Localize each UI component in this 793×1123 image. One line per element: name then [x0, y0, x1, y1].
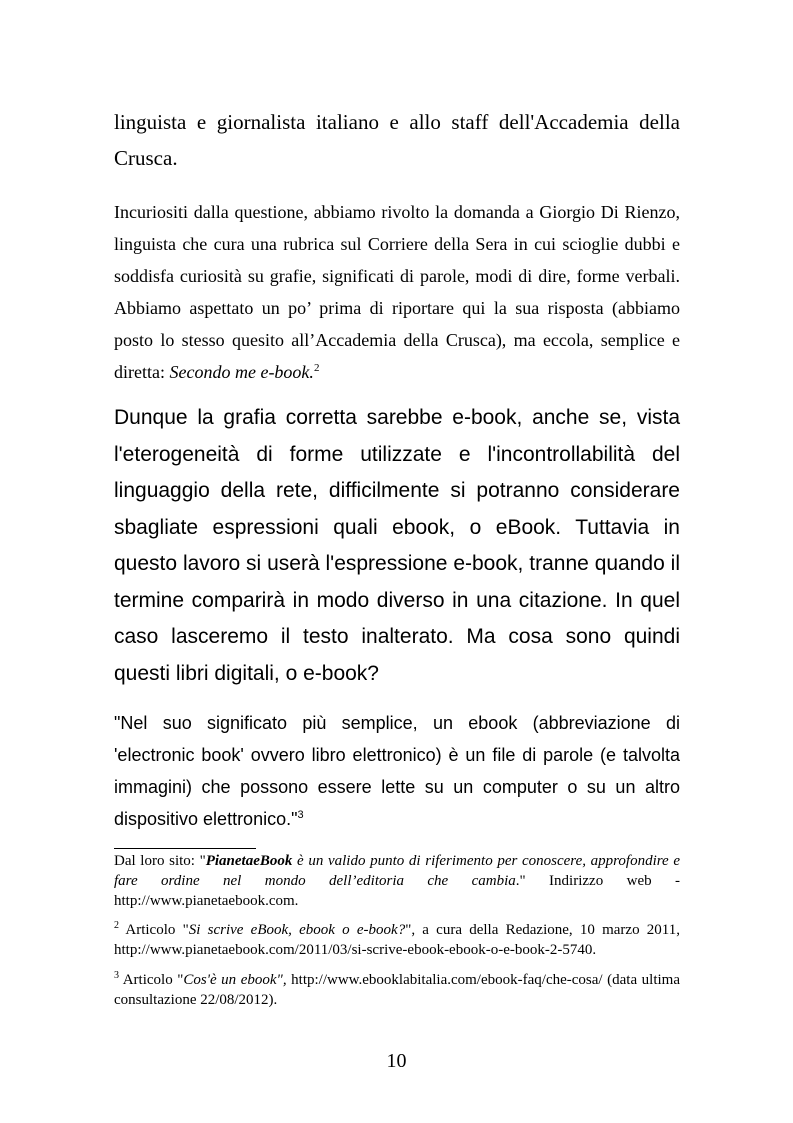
article-title: Si scrive eBook, ebook o e-book? — [188, 922, 406, 938]
footnote-2 — [114, 920, 680, 960]
article-title: Cos'è un ebook", — [183, 972, 287, 988]
footnote-text: Articolo " — [119, 922, 189, 938]
footnote-separator — [114, 848, 256, 849]
footnote-url[interactable]: ", a cura della Redazione, 10 marzo 2011, http://www.pianetaebook.com/2011/03/si-scrive-ebook-ebook-o-e-book-2-5740. — [114, 922, 680, 958]
paragraph-main: Dunque la grafia corretta sarebbe e-book, anche se, vista l'eterogeneità di forme utilizzate e l'incontrollabilità del linguaggio della rete, difficilmente si potranno considerare sbagliate espressioni quali ebook, o eBook. Tuttavia in questo lavoro si userà l'espressione e-book, tranne quando il termine comparirà in modo diverso in una citazione. In quel caso lasceremo il testo inalterato. Ma cosa sono quindi questi libri digitali, o e-book? — [114, 406, 680, 685]
footnote-url[interactable]: http://www.ebooklabitalia.com/ebook-faq/che-cosa/ (data ultima consultazione 22/08/2012). — [114, 972, 680, 1008]
page-number: 10 — [386, 1050, 407, 1072]
footnote-3 — [114, 970, 680, 1010]
paragraph-quote-intro — [114, 196, 680, 388]
footnote-mark: 2 — [114, 920, 119, 931]
footnote-1 — [114, 851, 680, 911]
footnote-mark: 3 — [114, 970, 119, 981]
footnote-url[interactable]: ." Indirizzo web - http://www.pianetaebook.com. — [114, 873, 681, 909]
site-name: PianetaeBook — [205, 853, 293, 869]
footnote-text: Articolo " — [119, 972, 184, 988]
footnote-text: Dal loro sito: " — [114, 853, 206, 869]
footnote-ref-2[interactable]: 2 — [313, 362, 320, 374]
citation-text: "Nel suo significato più semplice, un ebook (abbreviazione di 'electronic book' ovvero libro elettronico) è un file di parole (e talvolta immagini) che possono essere lette su un computer o su un altro dispositivo elettronico." — [114, 713, 680, 829]
footnote-italic: è un valido punto di riferimento per conoscere, approfondire e fare ordine nel mondo dell’editoria che cambia — [114, 853, 680, 889]
paragraph-text: Incuriositi dalla questione, abbiamo rivolto la domanda a Giorgio Di Rienzo, linguista che cura una rubrica sul Corriere della Sera in cui scioglie dubbi e soddisfa curiosità su grafie, significati di parole, modi di dire, forme verbali. Abbiamo aspettato un po’ prima di riportare qui la sua risposta (abbiamo posto lo stesso quesito all’Accademia della Crusca), ma eccola, semplice e diretta: — [114, 202, 680, 382]
footnote-ref-3[interactable]: 3 — [297, 809, 304, 821]
quoted-answer: Secondo me e-book. — [169, 362, 314, 382]
paragraph-continuation: linguista e giornalista italiano e allo staff dell'Accademia della Crusca. — [114, 110, 680, 170]
paragraph-citation — [114, 707, 680, 835]
